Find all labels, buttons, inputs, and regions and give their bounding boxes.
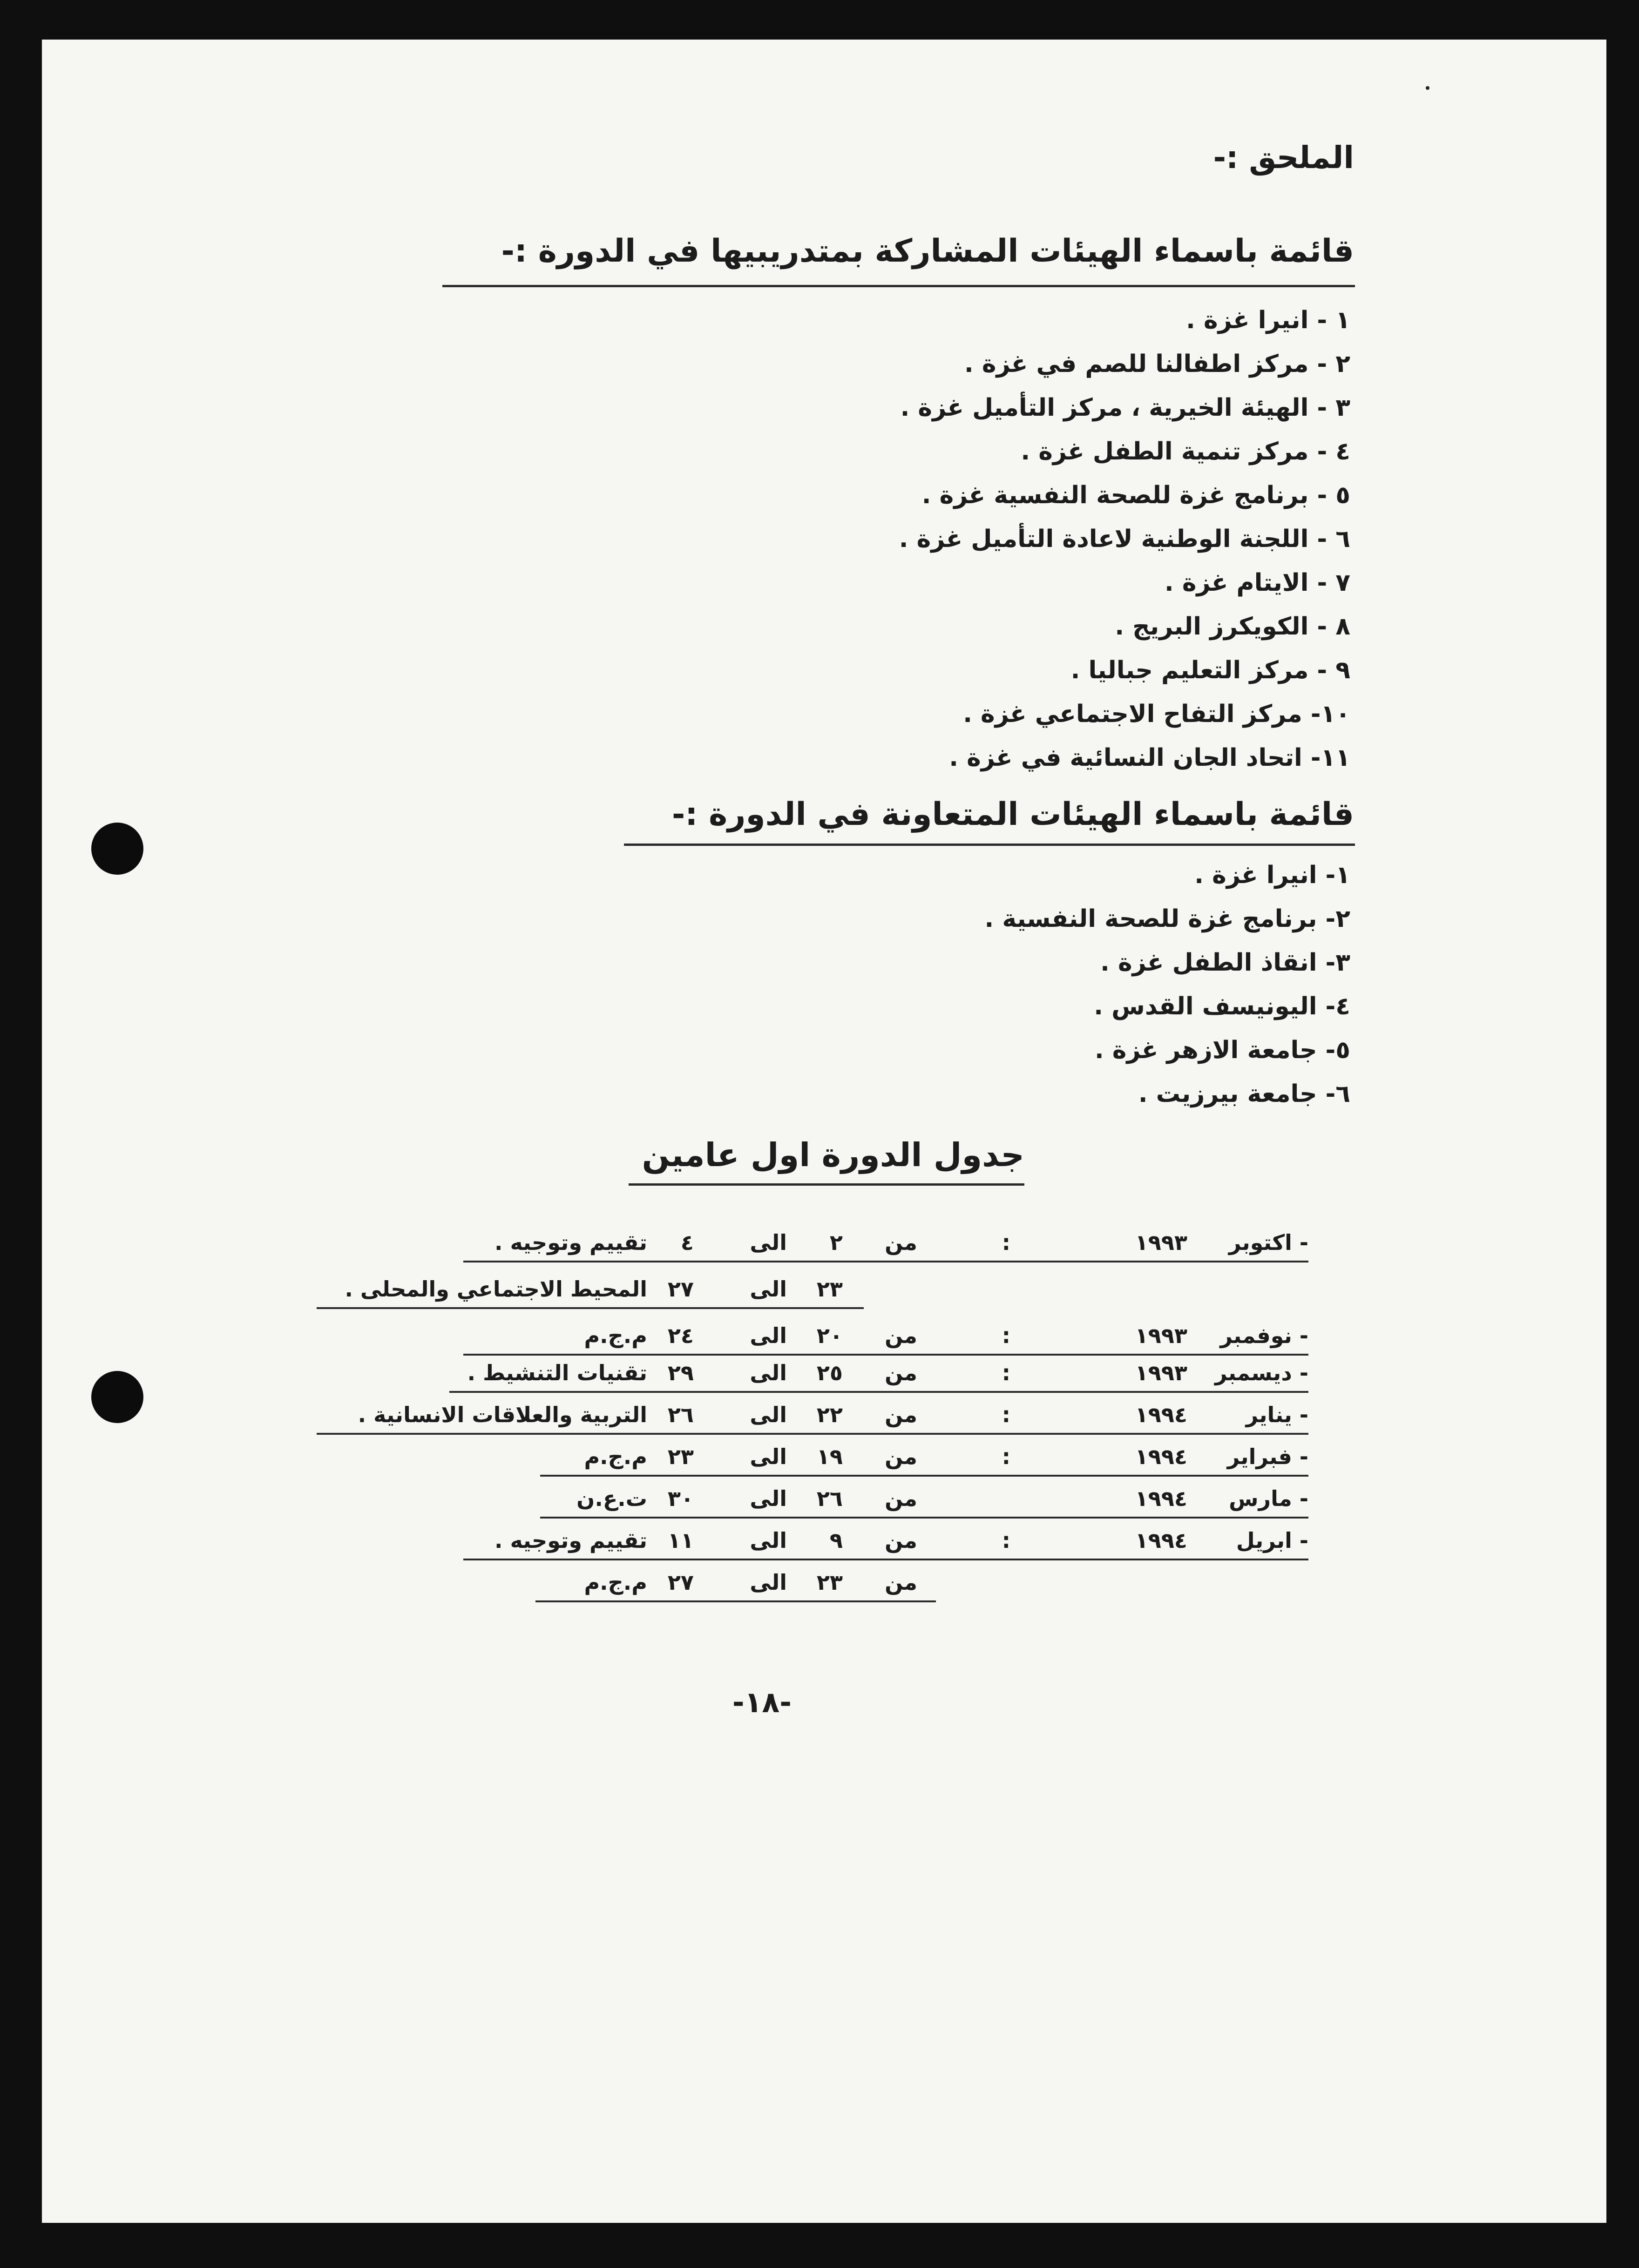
schedule-cell-d1: ٢٢ — [816, 1402, 843, 1427]
schedule-cell-d2: ٢٩ — [667, 1360, 694, 1385]
schedule-cell-topic: تقييم وتوجيه . — [494, 1230, 647, 1255]
schedule-cell-d1: ١٩ — [816, 1444, 843, 1469]
participant-item: ٤ - مركز تنمية الطفل غزة . — [1021, 438, 1350, 466]
schedule-row-underline — [317, 1433, 1308, 1435]
schedule-cell-to: الى — [750, 1230, 787, 1255]
schedule-cell-d1: ٢٣ — [816, 1276, 843, 1302]
cooperating-heading-underline — [624, 844, 1355, 846]
participant-item: ٥ - برنامج غزة للصحة النفسية غزة . — [921, 481, 1350, 509]
schedule-cell-year: ١٩٩٣ — [1135, 1360, 1187, 1385]
schedule-cell-topic: م.ج.م — [584, 1570, 647, 1595]
schedule-row-underline — [317, 1307, 864, 1309]
participant-item: ١٠- مركز التفاح الاجتماعي غزة . — [963, 700, 1350, 728]
schedule-cell-d2: ٤ — [680, 1230, 694, 1255]
schedule-cell-from: من — [885, 1323, 917, 1348]
schedule-cell-d2: ٢٦ — [667, 1402, 694, 1427]
schedule-cell-year: ١٩٩٣ — [1135, 1230, 1187, 1255]
schedule-row-underline — [449, 1391, 1308, 1393]
schedule-cell-d2: ١١ — [667, 1528, 694, 1553]
schedule-row-underline — [463, 1559, 1308, 1560]
schedule-cell-d1: ٢ — [829, 1230, 843, 1255]
schedule-cell-from: من — [885, 1360, 917, 1385]
schedule-cell-month: - نوفمبر — [1220, 1323, 1308, 1348]
schedule-cell-year: ١٩٩٤ — [1135, 1528, 1187, 1553]
schedule-cell-month: - ديسمبر — [1214, 1360, 1308, 1385]
schedule-cell-colon: : — [1002, 1323, 1010, 1348]
participant-item: ٦ - اللجنة الوطنية لاعادة التأميل غزة . — [899, 525, 1350, 553]
schedule-row-underline — [463, 1354, 1308, 1356]
cooperating-item: ٦- جامعة بيرزيت . — [1138, 1080, 1350, 1108]
schedule-cell-topic: التربية والعلاقات الانسانية . — [358, 1402, 647, 1427]
schedule-cell-to: الى — [750, 1276, 787, 1302]
schedule-row-underline — [540, 1517, 1308, 1519]
participant-item: ٣ - الهيئة الخيرية ، مركز التأميل غزة . — [900, 394, 1350, 422]
schedule-cell-topic: تقنيات التنشيط . — [467, 1360, 647, 1385]
schedule-cell-topic: المحيط الاجتماعي والمحلى . — [345, 1276, 647, 1302]
schedule-cell-to: الى — [750, 1323, 787, 1348]
schedule-cell-d2: ٢٧ — [667, 1570, 694, 1595]
page-number: -١٨- — [732, 1685, 792, 1719]
schedule-cell-from: من — [885, 1570, 917, 1595]
schedule-row-underline — [540, 1475, 1308, 1477]
participant-item: ٢ - مركز اطفالنا للصم في غزة . — [964, 350, 1350, 378]
punch-hole-bottom — [91, 1371, 143, 1423]
schedule-cell-topic: م.ج.م — [584, 1323, 647, 1348]
document-page — [42, 40, 1606, 2223]
schedule-heading-underline — [629, 1183, 1024, 1186]
schedule-cell-to: الى — [750, 1402, 787, 1427]
schedule-cell-to: الى — [750, 1486, 787, 1511]
participant-item: ٧ - الايتام غزة . — [1165, 569, 1350, 597]
schedule-cell-topic: تقييم وتوجيه . — [494, 1528, 647, 1553]
schedule-row-underline — [535, 1600, 936, 1602]
schedule-row-underline — [463, 1261, 1308, 1262]
schedule-cell-d2: ٢٧ — [667, 1276, 694, 1302]
cooperating-item: ٢- برنامج غزة للصحة النفسية . — [984, 905, 1350, 933]
cooperating-item: ٣- انقاذ الطفل غزة . — [1100, 949, 1350, 977]
participant-item: ٨ - الكويكرز البريج . — [1115, 613, 1350, 641]
schedule-cell-topic: م.ج.م — [584, 1444, 647, 1469]
schedule-cell-year: ١٩٩٣ — [1135, 1323, 1187, 1348]
schedule-cell-from: من — [885, 1444, 917, 1469]
schedule-cell-year: ١٩٩٤ — [1135, 1486, 1187, 1511]
schedule-cell-topic: ت.ع.ن — [576, 1486, 647, 1511]
schedule-cell-year: ١٩٩٤ — [1135, 1444, 1187, 1469]
schedule-cell-from: من — [885, 1230, 917, 1255]
schedule-cell-colon: : — [1002, 1528, 1010, 1553]
schedule-cell-month: - مارس — [1229, 1486, 1308, 1511]
schedule-cell-from: من — [885, 1402, 917, 1427]
schedule-cell-month: - يناير — [1246, 1402, 1308, 1427]
schedule-cell-d2: ٢٤ — [667, 1323, 694, 1348]
schedule-cell-month: - فبراير — [1227, 1444, 1308, 1469]
schedule-cell-to: الى — [750, 1444, 787, 1469]
schedule-cell-colon: : — [1002, 1444, 1010, 1469]
speck-mark — [1426, 86, 1429, 90]
schedule-cell-colon: : — [1002, 1402, 1010, 1427]
schedule-cell-d1: ٢٦ — [816, 1486, 843, 1511]
schedule-cell-d2: ٢٣ — [667, 1444, 694, 1469]
schedule-cell-colon: : — [1002, 1360, 1010, 1385]
schedule-cell-d1: ٩ — [829, 1528, 843, 1553]
participants-heading-underline — [442, 285, 1355, 287]
punch-hole-top — [91, 823, 143, 875]
schedule-heading: جدول الدورة اول عامين — [642, 1136, 1024, 1174]
cooperating-item: ٥- جامعة الازهر غزة . — [1094, 1036, 1350, 1064]
schedule-cell-month: - اكتوبر — [1228, 1230, 1308, 1255]
schedule-cell-d1: ٢٠ — [816, 1323, 843, 1348]
schedule-cell-d1: ٢٥ — [816, 1360, 843, 1385]
schedule-cell-d2: ٣٠ — [667, 1486, 694, 1511]
schedule-cell-to: الى — [750, 1360, 787, 1385]
cooperating-item: ١- انيرا غزة . — [1194, 861, 1350, 889]
participant-item: ١١- اتحاد الجان النسائية في غزة . — [949, 744, 1350, 772]
participant-item: ١ - انيرا غزة . — [1186, 306, 1350, 334]
schedule-cell-d1: ٢٣ — [816, 1570, 843, 1595]
schedule-cell-from: من — [885, 1528, 917, 1553]
participants-heading: قائمة باسماء الهيئات المشاركة بمتدريبيها في الدورة :- — [501, 233, 1354, 270]
schedule-cell-month: - ابريل — [1236, 1528, 1308, 1553]
schedule-cell-year: ١٩٩٤ — [1135, 1402, 1187, 1427]
schedule-cell-from: من — [885, 1486, 917, 1511]
schedule-cell-to: الى — [750, 1528, 787, 1553]
schedule-cell-colon: : — [1002, 1230, 1010, 1255]
appendix-title: الملحق :- — [1213, 140, 1354, 176]
participant-item: ٩ - مركز التعليم جباليا . — [1070, 656, 1350, 684]
cooperating-item: ٤- اليونيسف القدس . — [1094, 992, 1350, 1020]
schedule-cell-to: الى — [750, 1570, 787, 1595]
cooperating-heading: قائمة باسماء الهيئات المتعاونة في الدورة :- — [672, 796, 1354, 833]
